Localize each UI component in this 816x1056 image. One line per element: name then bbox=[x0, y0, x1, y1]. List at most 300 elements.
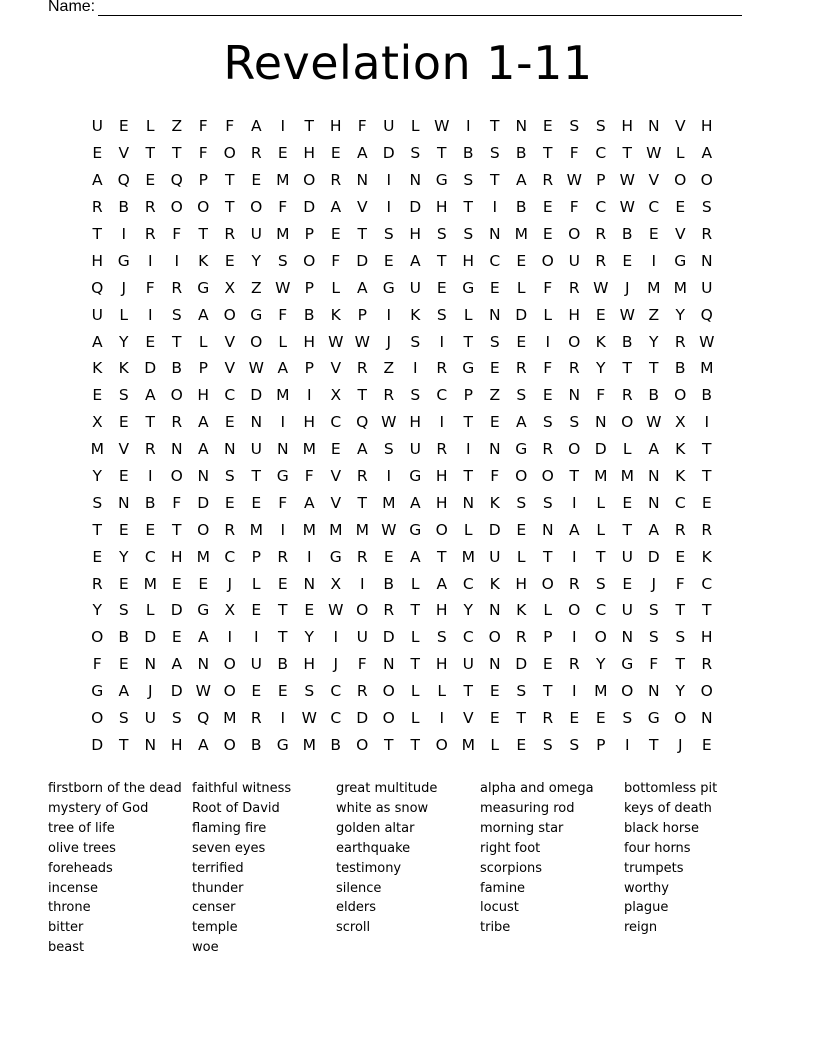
grid-letter[interactable]: S bbox=[118, 386, 129, 405]
grid-letter[interactable]: A bbox=[118, 682, 130, 701]
grid-letter[interactable]: B bbox=[383, 574, 395, 593]
grid-letter[interactable]: Y bbox=[463, 601, 473, 620]
grid-letter[interactable]: V bbox=[330, 467, 342, 486]
grid-letter[interactable]: A bbox=[436, 574, 448, 593]
grid-letter[interactable]: D bbox=[197, 493, 210, 512]
grid-letter[interactable]: Y bbox=[251, 251, 261, 270]
grid-letter[interactable]: R bbox=[542, 171, 554, 190]
grid-letter[interactable]: I bbox=[571, 547, 577, 566]
grid-letter[interactable]: H bbox=[435, 493, 448, 512]
grid-letter[interactable]: A bbox=[515, 171, 527, 190]
grid-letter[interactable]: R bbox=[568, 359, 580, 378]
grid-letter[interactable]: I bbox=[412, 359, 418, 378]
grid-letter[interactable]: H bbox=[170, 547, 183, 566]
grid-letter[interactable]: E bbox=[251, 493, 262, 512]
grid-letter[interactable]: W bbox=[354, 332, 370, 351]
grid-letter[interactable]: E bbox=[489, 682, 500, 701]
grid-letter[interactable]: M bbox=[620, 467, 634, 486]
grid-letter[interactable]: W bbox=[434, 117, 450, 136]
grid-letter[interactable]: F bbox=[278, 305, 288, 324]
grid-letter[interactable]: I bbox=[386, 198, 392, 217]
grid-letter[interactable]: B bbox=[118, 628, 130, 647]
grid-letter[interactable]: U bbox=[409, 440, 421, 459]
grid-letter[interactable]: S bbox=[463, 171, 474, 190]
grid-letter[interactable]: O bbox=[223, 735, 236, 754]
grid-letter[interactable]: R bbox=[171, 278, 183, 297]
grid-letter[interactable]: L bbox=[596, 520, 606, 539]
grid-letter[interactable]: E bbox=[516, 520, 527, 539]
grid-letter[interactable]: G bbox=[91, 682, 104, 701]
grid-letter[interactable]: E bbox=[145, 332, 156, 351]
grid-letter[interactable]: A bbox=[144, 386, 156, 405]
grid-letter[interactable]: S bbox=[410, 386, 421, 405]
grid-letter[interactable]: I bbox=[439, 332, 445, 351]
grid-letter[interactable]: E bbox=[118, 574, 129, 593]
grid-letter[interactable]: S bbox=[516, 386, 527, 405]
grid-letter[interactable]: Q bbox=[117, 171, 130, 190]
grid-letter[interactable]: C bbox=[595, 144, 607, 163]
grid-letter[interactable]: R bbox=[595, 225, 607, 243]
grid-letter[interactable]: N bbox=[276, 440, 289, 459]
grid-letter[interactable]: U bbox=[568, 251, 580, 270]
grid-letter[interactable]: O bbox=[435, 520, 448, 539]
grid-letter[interactable]: H bbox=[91, 251, 104, 270]
grid-letter[interactable]: O bbox=[91, 709, 104, 728]
grid-letter[interactable]: N bbox=[197, 467, 210, 486]
grid-letter[interactable]: M bbox=[594, 682, 608, 701]
grid-letter[interactable]: W bbox=[328, 332, 344, 351]
grid-letter[interactable]: I bbox=[227, 628, 233, 647]
grid-letter[interactable]: J bbox=[147, 682, 153, 701]
grid-letter[interactable]: D bbox=[382, 144, 395, 163]
grid-letter[interactable]: O bbox=[541, 574, 554, 593]
grid-letter[interactable]: M bbox=[276, 171, 290, 190]
grid-letter[interactable]: Y bbox=[119, 332, 129, 351]
grid-letter[interactable]: D bbox=[488, 520, 501, 539]
grid-letter[interactable]: K bbox=[675, 440, 686, 459]
grid-letter[interactable]: P bbox=[596, 171, 606, 190]
grid-letter[interactable]: T bbox=[410, 655, 420, 674]
grid-letter[interactable]: F bbox=[569, 198, 579, 217]
grid-letter[interactable]: A bbox=[277, 359, 289, 378]
grid-letter[interactable]: T bbox=[225, 171, 235, 190]
grid-letter[interactable]: R bbox=[568, 574, 580, 593]
grid-letter[interactable]: P bbox=[543, 628, 553, 647]
grid-letter[interactable]: E bbox=[675, 198, 686, 217]
grid-letter[interactable]: F bbox=[357, 655, 367, 674]
grid-letter[interactable]: O bbox=[674, 171, 687, 190]
grid-letter[interactable]: W bbox=[593, 278, 609, 297]
grid-letter[interactable]: F bbox=[172, 225, 182, 243]
grid-letter[interactable]: E bbox=[224, 251, 235, 270]
grid-letter[interactable]: I bbox=[624, 735, 630, 754]
grid-letter[interactable]: J bbox=[121, 278, 127, 297]
grid-letter[interactable]: U bbox=[383, 117, 395, 136]
grid-letter[interactable]: Z bbox=[648, 305, 660, 324]
grid-letter[interactable]: E bbox=[542, 117, 553, 136]
grid-letter[interactable]: M bbox=[302, 440, 316, 459]
grid-letter[interactable]: B bbox=[674, 359, 686, 378]
grid-letter[interactable]: R bbox=[171, 413, 183, 432]
grid-letter[interactable]: M bbox=[594, 467, 608, 486]
grid-letter[interactable]: B bbox=[621, 332, 633, 351]
grid-letter[interactable]: F bbox=[278, 493, 288, 512]
grid-letter[interactable]: O bbox=[356, 735, 369, 754]
grid-letter[interactable]: B bbox=[303, 305, 315, 324]
grid-letter[interactable]: O bbox=[621, 413, 634, 432]
grid-letter[interactable]: V bbox=[224, 359, 236, 378]
grid-letter[interactable]: O bbox=[250, 332, 263, 351]
grid-letter[interactable]: H bbox=[700, 628, 713, 647]
grid-letter[interactable]: A bbox=[197, 440, 209, 459]
grid-letter[interactable]: T bbox=[437, 144, 447, 163]
grid-letter[interactable]: L bbox=[119, 305, 129, 324]
grid-letter[interactable]: R bbox=[542, 709, 554, 728]
grid-letter[interactable]: G bbox=[409, 467, 422, 486]
grid-letter[interactable]: F bbox=[357, 117, 367, 136]
grid-letter[interactable]: R bbox=[621, 386, 633, 405]
grid-letter[interactable]: S bbox=[569, 117, 580, 136]
grid-letter[interactable]: N bbox=[488, 305, 501, 324]
grid-letter[interactable]: R bbox=[330, 171, 342, 190]
grid-letter[interactable]: O bbox=[594, 628, 607, 647]
grid-letter[interactable]: Z bbox=[383, 359, 395, 378]
grid-letter[interactable]: R bbox=[144, 440, 156, 459]
grid-letter[interactable]: L bbox=[596, 493, 606, 512]
grid-letter[interactable]: R bbox=[144, 198, 156, 217]
grid-letter[interactable]: A bbox=[250, 117, 262, 136]
grid-letter[interactable]: O bbox=[223, 682, 236, 701]
grid-letter[interactable]: W bbox=[381, 413, 397, 432]
grid-letter[interactable]: H bbox=[303, 144, 316, 163]
grid-letter[interactable]: A bbox=[356, 278, 368, 297]
grid-letter[interactable]: C bbox=[144, 547, 156, 566]
grid-letter[interactable]: R bbox=[436, 440, 448, 459]
grid-letter[interactable]: S bbox=[622, 709, 633, 728]
grid-letter[interactable]: T bbox=[145, 144, 155, 163]
grid-letter[interactable]: F bbox=[172, 493, 182, 512]
grid-letter[interactable]: E bbox=[542, 386, 553, 405]
grid-letter[interactable]: U bbox=[356, 628, 368, 647]
grid-letter[interactable]: D bbox=[594, 440, 607, 459]
grid-letter[interactable]: C bbox=[462, 628, 474, 647]
grid-letter[interactable]: U bbox=[144, 709, 156, 728]
grid-letter[interactable]: J bbox=[386, 332, 392, 351]
grid-letter[interactable]: M bbox=[329, 520, 343, 539]
grid-letter[interactable]: T bbox=[145, 413, 155, 432]
grid-letter[interactable]: W bbox=[646, 413, 662, 432]
grid-letter[interactable]: E bbox=[224, 413, 235, 432]
grid-letter[interactable]: S bbox=[436, 305, 447, 324]
grid-letter[interactable]: R bbox=[356, 682, 368, 701]
grid-letter[interactable]: A bbox=[409, 251, 421, 270]
grid-letter[interactable]: T bbox=[702, 440, 712, 459]
grid-letter[interactable]: I bbox=[439, 413, 445, 432]
grid-letter[interactable]: E bbox=[489, 709, 500, 728]
grid-letter[interactable]: N bbox=[488, 225, 501, 243]
grid-letter[interactable]: Y bbox=[119, 547, 129, 566]
grid-letter[interactable]: P bbox=[304, 359, 314, 378]
grid-letter[interactable]: K bbox=[410, 305, 421, 324]
grid-letter[interactable]: H bbox=[409, 413, 422, 432]
grid-letter[interactable]: A bbox=[409, 547, 421, 566]
grid-letter[interactable]: T bbox=[278, 601, 288, 620]
grid-letter[interactable]: H bbox=[462, 251, 475, 270]
grid-letter[interactable]: R bbox=[224, 520, 236, 539]
grid-letter[interactable]: N bbox=[197, 655, 210, 674]
grid-letter[interactable]: L bbox=[410, 628, 420, 647]
grid-letter[interactable]: N bbox=[144, 735, 157, 754]
grid-letter[interactable]: W bbox=[381, 520, 397, 539]
grid-letter[interactable]: R bbox=[515, 628, 527, 647]
grid-letter[interactable]: B bbox=[515, 144, 527, 163]
grid-letter[interactable]: W bbox=[646, 144, 662, 163]
grid-letter[interactable]: U bbox=[489, 547, 501, 566]
grid-letter[interactable]: E bbox=[542, 655, 553, 674]
grid-letter[interactable]: I bbox=[571, 493, 577, 512]
grid-letter[interactable]: H bbox=[435, 655, 448, 674]
grid-letter[interactable]: R bbox=[277, 547, 289, 566]
grid-letter[interactable]: E bbox=[92, 144, 103, 163]
grid-letter[interactable]: E bbox=[277, 144, 288, 163]
grid-letter[interactable]: L bbox=[437, 682, 447, 701]
grid-letter[interactable]: T bbox=[596, 547, 606, 566]
grid-letter[interactable]: G bbox=[276, 467, 289, 486]
grid-letter[interactable]: H bbox=[303, 413, 316, 432]
grid-letter[interactable]: Y bbox=[92, 601, 102, 620]
grid-letter[interactable]: H bbox=[435, 198, 448, 217]
grid-letter[interactable]: T bbox=[304, 117, 314, 136]
grid-letter[interactable]: H bbox=[409, 225, 422, 243]
grid-letter[interactable]: S bbox=[595, 574, 606, 593]
grid-letter[interactable]: G bbox=[674, 251, 687, 270]
grid-letter[interactable]: S bbox=[489, 144, 500, 163]
grid-letter[interactable]: R bbox=[674, 332, 686, 351]
grid-letter[interactable]: M bbox=[223, 709, 237, 728]
grid-letter[interactable]: D bbox=[356, 251, 369, 270]
grid-letter[interactable]: N bbox=[621, 628, 634, 647]
grid-letter[interactable]: E bbox=[118, 413, 129, 432]
grid-letter[interactable]: M bbox=[302, 520, 316, 539]
grid-letter[interactable]: Y bbox=[596, 655, 606, 674]
grid-letter[interactable]: O bbox=[568, 225, 581, 243]
grid-letter[interactable]: M bbox=[700, 359, 714, 378]
grid-letter[interactable]: D bbox=[356, 709, 369, 728]
grid-letter[interactable]: Y bbox=[92, 467, 102, 486]
grid-letter[interactable]: D bbox=[647, 547, 660, 566]
grid-letter[interactable]: O bbox=[382, 709, 395, 728]
grid-letter[interactable]: O bbox=[170, 386, 183, 405]
grid-letter[interactable]: T bbox=[463, 467, 473, 486]
grid-letter[interactable]: C bbox=[674, 493, 686, 512]
grid-letter[interactable]: D bbox=[144, 628, 157, 647]
grid-letter[interactable]: O bbox=[568, 601, 581, 620]
grid-letter[interactable]: A bbox=[409, 493, 421, 512]
grid-letter[interactable]: A bbox=[356, 440, 368, 459]
grid-letter[interactable]: R bbox=[91, 198, 103, 217]
grid-letter[interactable]: N bbox=[594, 413, 607, 432]
grid-letter[interactable]: U bbox=[409, 278, 421, 297]
grid-letter[interactable]: M bbox=[276, 386, 290, 405]
grid-letter[interactable]: T bbox=[92, 520, 102, 539]
grid-letter[interactable]: G bbox=[409, 520, 422, 539]
grid-letter[interactable]: A bbox=[91, 171, 103, 190]
grid-letter[interactable]: E bbox=[622, 251, 633, 270]
grid-letter[interactable]: A bbox=[648, 440, 660, 459]
grid-letter[interactable]: E bbox=[675, 547, 686, 566]
grid-letter[interactable]: P bbox=[304, 278, 314, 297]
grid-letter[interactable]: U bbox=[701, 278, 713, 297]
grid-letter[interactable]: F bbox=[543, 278, 553, 297]
grid-letter[interactable]: H bbox=[435, 601, 448, 620]
grid-letter[interactable]: U bbox=[250, 440, 262, 459]
grid-letter[interactable]: Z bbox=[171, 117, 183, 136]
grid-letter[interactable]: Q bbox=[356, 413, 369, 432]
grid-letter[interactable]: I bbox=[386, 171, 392, 190]
grid-letter[interactable]: I bbox=[439, 709, 445, 728]
grid-letter[interactable]: V bbox=[118, 440, 130, 459]
grid-letter[interactable]: T bbox=[649, 735, 659, 754]
grid-letter[interactable]: M bbox=[355, 520, 369, 539]
grid-letter[interactable]: M bbox=[461, 735, 475, 754]
grid-letter[interactable]: S bbox=[569, 413, 580, 432]
grid-letter[interactable]: H bbox=[303, 655, 316, 674]
grid-letter[interactable]: C bbox=[436, 386, 448, 405]
grid-letter[interactable]: R bbox=[515, 359, 527, 378]
grid-letter[interactable]: B bbox=[648, 386, 660, 405]
grid-letter[interactable]: S bbox=[92, 493, 103, 512]
grid-letter[interactable]: E bbox=[542, 225, 553, 243]
grid-letter[interactable]: A bbox=[701, 144, 713, 163]
grid-letter[interactable]: C bbox=[224, 547, 236, 566]
grid-letter[interactable]: R bbox=[595, 251, 607, 270]
grid-letter[interactable]: C bbox=[648, 198, 660, 217]
grid-letter[interactable]: J bbox=[624, 278, 630, 297]
grid-letter[interactable]: H bbox=[435, 467, 448, 486]
grid-letter[interactable]: E bbox=[489, 413, 500, 432]
grid-letter[interactable]: I bbox=[465, 440, 471, 459]
grid-letter[interactable]: F bbox=[596, 386, 606, 405]
grid-letter[interactable]: N bbox=[303, 574, 316, 593]
grid-letter[interactable]: T bbox=[172, 520, 182, 539]
grid-letter[interactable]: V bbox=[118, 144, 130, 163]
grid-letter[interactable]: S bbox=[489, 332, 500, 351]
grid-letter[interactable]: E bbox=[118, 467, 129, 486]
grid-letter[interactable]: B bbox=[462, 144, 474, 163]
grid-letter[interactable]: O bbox=[700, 171, 713, 190]
grid-letter[interactable]: G bbox=[329, 547, 342, 566]
grid-letter[interactable]: I bbox=[147, 467, 153, 486]
grid-letter[interactable]: L bbox=[410, 709, 420, 728]
grid-letter[interactable]: T bbox=[410, 735, 420, 754]
grid-letter[interactable]: E bbox=[595, 305, 606, 324]
grid-letter[interactable]: E bbox=[516, 735, 527, 754]
grid-letter[interactable]: U bbox=[621, 601, 633, 620]
grid-letter[interactable]: E bbox=[701, 735, 712, 754]
grid-letter[interactable]: T bbox=[543, 547, 553, 566]
grid-letter[interactable]: R bbox=[542, 440, 554, 459]
grid-letter[interactable]: O bbox=[197, 520, 210, 539]
grid-letter[interactable]: B bbox=[144, 493, 156, 512]
grid-letter[interactable]: P bbox=[198, 171, 208, 190]
grid-letter[interactable]: V bbox=[330, 493, 342, 512]
grid-letter[interactable]: V bbox=[674, 225, 686, 243]
grid-letter[interactable]: L bbox=[145, 601, 155, 620]
grid-letter[interactable]: E bbox=[92, 386, 103, 405]
grid-letter[interactable]: R bbox=[701, 225, 713, 243]
grid-letter[interactable]: Y bbox=[596, 359, 606, 378]
grid-letter[interactable]: E bbox=[251, 682, 262, 701]
grid-letter[interactable]: T bbox=[622, 144, 632, 163]
grid-letter[interactable]: R bbox=[356, 359, 368, 378]
grid-letter[interactable]: G bbox=[621, 655, 634, 674]
grid-letter[interactable]: F bbox=[92, 655, 102, 674]
grid-letter[interactable]: H bbox=[515, 574, 528, 593]
grid-letter[interactable]: N bbox=[647, 682, 660, 701]
grid-letter[interactable]: G bbox=[117, 251, 130, 270]
grid-letter[interactable]: S bbox=[436, 628, 447, 647]
grid-letter[interactable]: E bbox=[277, 682, 288, 701]
grid-letter[interactable]: I bbox=[174, 251, 180, 270]
grid-letter[interactable]: T bbox=[675, 655, 685, 674]
grid-letter[interactable]: S bbox=[648, 628, 659, 647]
grid-letter[interactable]: W bbox=[619, 198, 635, 217]
grid-letter[interactable]: L bbox=[543, 601, 553, 620]
grid-letter[interactable]: D bbox=[515, 305, 528, 324]
grid-letter[interactable]: O bbox=[541, 251, 554, 270]
grid-letter[interactable]: A bbox=[197, 628, 209, 647]
grid-letter[interactable]: W bbox=[275, 278, 291, 297]
grid-letter[interactable]: T bbox=[569, 467, 579, 486]
grid-letter[interactable]: I bbox=[571, 628, 577, 647]
grid-letter[interactable]: S bbox=[224, 467, 235, 486]
grid-letter[interactable]: C bbox=[462, 574, 474, 593]
grid-letter[interactable]: N bbox=[409, 171, 422, 190]
grid-letter[interactable]: L bbox=[516, 547, 526, 566]
grid-letter[interactable]: N bbox=[647, 117, 660, 136]
grid-letter[interactable]: R bbox=[383, 386, 395, 405]
grid-letter[interactable]: P bbox=[596, 735, 606, 754]
grid-letter[interactable]: I bbox=[359, 574, 365, 593]
name-field[interactable] bbox=[48, 0, 742, 16]
grid-letter[interactable]: E bbox=[383, 547, 394, 566]
grid-letter[interactable]: O bbox=[91, 628, 104, 647]
grid-letter[interactable]: S bbox=[410, 144, 421, 163]
grid-letter[interactable]: E bbox=[277, 574, 288, 593]
grid-letter[interactable]: L bbox=[463, 305, 473, 324]
grid-letter[interactable]: M bbox=[673, 278, 687, 297]
grid-letter[interactable]: T bbox=[543, 144, 553, 163]
grid-letter[interactable]: E bbox=[224, 493, 235, 512]
grid-letter[interactable]: S bbox=[118, 709, 129, 728]
grid-letter[interactable]: D bbox=[91, 735, 104, 754]
grid-letter[interactable]: S bbox=[383, 225, 394, 243]
grid-letter[interactable]: N bbox=[488, 601, 501, 620]
grid-letter[interactable]: X bbox=[674, 413, 686, 432]
grid-letter[interactable]: M bbox=[196, 547, 210, 566]
grid-letter[interactable]: I bbox=[704, 413, 710, 432]
grid-letter[interactable]: O bbox=[674, 386, 687, 405]
grid-letter[interactable]: O bbox=[356, 601, 369, 620]
grid-letter[interactable]: E bbox=[198, 574, 209, 593]
grid-letter[interactable]: L bbox=[622, 440, 632, 459]
grid-letter[interactable]: W bbox=[195, 682, 211, 701]
grid-letter[interactable]: G bbox=[197, 278, 210, 297]
grid-letter[interactable]: E bbox=[489, 359, 500, 378]
grid-letter[interactable]: N bbox=[223, 440, 236, 459]
grid-letter[interactable]: V bbox=[462, 709, 474, 728]
grid-letter[interactable]: T bbox=[357, 225, 367, 243]
